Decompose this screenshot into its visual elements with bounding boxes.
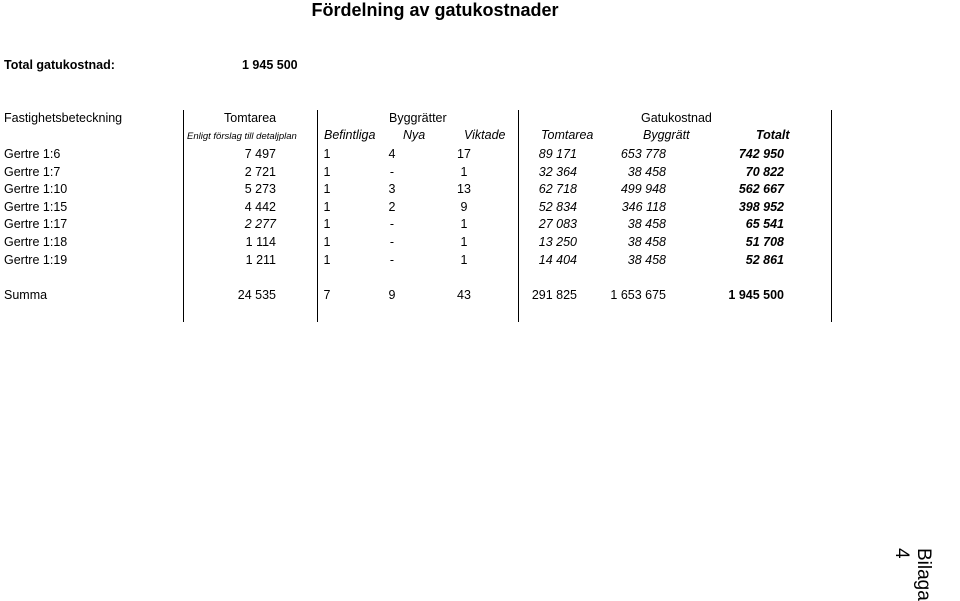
header-totalt: Totalt xyxy=(756,128,790,142)
cell-totalt: 562 667 xyxy=(738,182,784,197)
cell-name: Gertre 1:17 xyxy=(4,217,68,232)
page-title: Fördelning av gatukostnader xyxy=(311,0,559,20)
cost-table xyxy=(0,146,812,305)
table-row xyxy=(0,181,812,199)
cell-name: Gertre 1:15 xyxy=(4,199,68,214)
cell-gk-tomtarea: 291 825 xyxy=(531,288,577,303)
cell-gk-byggratt: 38 458 xyxy=(627,217,666,232)
header-fastighetsbeteckning: Fastighetsbeteckning xyxy=(4,111,123,125)
cell-viktade: 43 xyxy=(457,288,471,303)
cell-name: Gertre 1:18 xyxy=(4,234,68,249)
total-cost-value: 1 945 500 xyxy=(242,58,298,72)
cell-gk-byggratt: 346 118 xyxy=(621,199,666,214)
cell-gk-tomtarea: 52 834 xyxy=(538,199,577,214)
table-row xyxy=(0,252,812,270)
cell-befintliga: 1 xyxy=(323,147,331,161)
table-row xyxy=(0,199,812,217)
table-row xyxy=(0,146,812,164)
cell-gk-tomtarea: 14 404 xyxy=(538,252,577,267)
cell-befintliga: 1 xyxy=(323,234,331,249)
cell-totalt: 398 952 xyxy=(738,199,784,214)
cell-tomtarea: 5 273 xyxy=(244,182,276,197)
cell-viktade: 17 xyxy=(457,147,471,161)
cell-name: Gertre 1:19 xyxy=(4,252,68,267)
cell-gk-tomtarea: 89 171 xyxy=(538,147,577,161)
cell-befintliga: 1 xyxy=(323,199,331,214)
header-viktade: Viktade xyxy=(464,128,506,142)
cell-befintliga: 7 xyxy=(323,288,331,303)
header-nya: Nya xyxy=(403,128,426,142)
cell-name: Summa xyxy=(4,288,48,303)
cell-befintliga: 1 xyxy=(323,164,331,179)
spacer-row xyxy=(0,269,812,287)
cell-viktade: 1 xyxy=(460,234,468,249)
total-cost-label: Total gatukostnad: xyxy=(4,58,115,72)
header-tomtarea: Tomtarea xyxy=(224,111,277,125)
cell-name: Gertre 1:6 xyxy=(4,147,61,161)
cell-gk-tomtarea: 62 718 xyxy=(538,182,577,197)
header-note: Enligt förslag till detaljplan xyxy=(187,131,297,142)
header-gk-tomtarea: Tomtarea xyxy=(541,128,594,142)
cell-befintliga: 1 xyxy=(323,182,331,197)
cell-tomtarea: 2 277 xyxy=(244,217,276,232)
cell-gk-byggratt: 38 458 xyxy=(627,252,666,267)
cell-tomtarea: 24 535 xyxy=(237,288,276,303)
cell-totalt: 51 708 xyxy=(745,234,784,249)
cell-tomtarea: 7 497 xyxy=(244,147,276,161)
column-divider xyxy=(831,110,832,322)
cell-name: Gertre 1:7 xyxy=(4,164,61,179)
summa-row xyxy=(0,287,812,305)
cell-nya: - xyxy=(389,234,395,249)
cell-viktade: 9 xyxy=(460,199,468,214)
cell-viktade: 13 xyxy=(457,182,471,197)
header-gatukostnad: Gatukostnad xyxy=(641,111,712,125)
cell-gk-byggratt: 38 458 xyxy=(627,234,666,249)
cell-tomtarea: 1 114 xyxy=(245,234,276,249)
cell-gk-byggratt: 653 778 xyxy=(620,147,666,161)
table-row xyxy=(0,164,812,182)
cell-viktade: 1 xyxy=(460,252,468,267)
cell-gk-tomtarea: 13 250 xyxy=(538,234,577,249)
cell-totalt: 742 950 xyxy=(738,147,784,161)
cell-totalt: 52 861 xyxy=(745,252,784,267)
cell-nya: - xyxy=(389,164,395,179)
cell-tomtarea: 1 211 xyxy=(245,252,276,267)
cell-viktade: 1 xyxy=(460,217,468,232)
cell-nya: 3 xyxy=(388,182,396,197)
cell-gk-tomtarea: 32 364 xyxy=(538,164,577,179)
cell-gk-tomtarea: 27 083 xyxy=(538,217,577,232)
cell-totalt: 70 822 xyxy=(745,164,784,179)
cell-nya: - xyxy=(389,217,395,232)
header-gk-byggratt: Byggrätt xyxy=(643,128,690,142)
cell-viktade: 1 xyxy=(460,164,468,179)
cell-tomtarea: 2 721 xyxy=(244,164,276,179)
cell-totalt: 1 945 500 xyxy=(728,288,784,303)
cell-befintliga: 1 xyxy=(323,252,331,267)
cell-totalt: 65 541 xyxy=(745,217,784,232)
cell-gk-byggratt: 1 653 675 xyxy=(610,288,666,303)
cell-befintliga: 1 xyxy=(323,217,331,232)
cell-nya: 9 xyxy=(388,288,396,303)
header-befintliga: Befintliga xyxy=(324,128,376,142)
table-row xyxy=(0,234,812,252)
appendix-label: Bilaga 4 xyxy=(891,548,934,601)
spacer-cell xyxy=(0,269,812,287)
cell-nya: 2 xyxy=(388,199,396,214)
cell-nya: - xyxy=(389,252,395,267)
cell-name: Gertre 1:10 xyxy=(4,182,68,197)
header-byggratter: Byggrätter xyxy=(389,111,447,125)
table-row xyxy=(0,216,812,234)
cell-gk-byggratt: 38 458 xyxy=(627,164,666,179)
cell-tomtarea: 4 442 xyxy=(244,199,276,214)
cell-gk-byggratt: 499 948 xyxy=(620,182,666,197)
cell-nya: 4 xyxy=(388,147,396,161)
